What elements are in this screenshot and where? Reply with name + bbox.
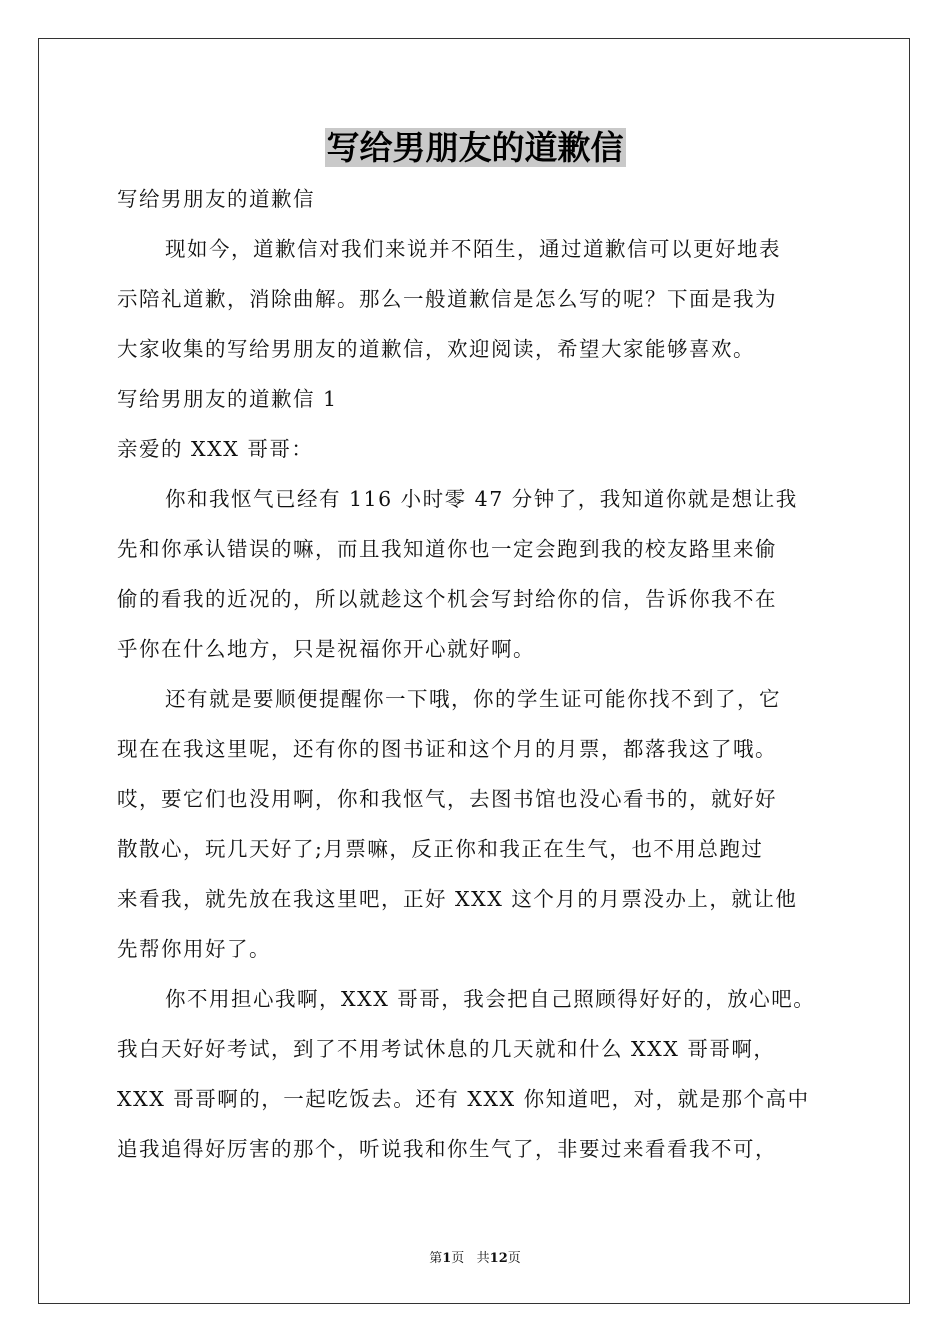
paragraph-line: 先和你承认错误的嘛，而且我知道你也一定会跑到我的校友路里来偷	[117, 537, 777, 561]
paragraph-line: 还有就是要顺便提醒你一下哦，你的学生证可能你找不到了，它	[165, 687, 781, 711]
footer-page-mid: 页 共	[451, 1251, 490, 1266]
footer-page-prefix: 第	[429, 1251, 443, 1266]
paragraph-line: 现如今，道歉信对我们来说并不陌生，通过道歉信可以更好地表	[165, 237, 781, 261]
paragraph-line: 你和我怄气已经有 116 小时零 47 分钟了，我知道你就是想让我	[165, 487, 798, 511]
salutation-line: 亲爱的 XXX 哥哥：	[117, 437, 314, 461]
paragraph-line: 现在在我这里呢，还有你的图书证和这个月的月票，都落我这了哦。	[117, 737, 777, 761]
paragraph-line: 追我追得好厉害的那个，听说我和你生气了，非要过来看看我不可，	[117, 1137, 777, 1161]
footer-page-total: 12	[489, 1251, 508, 1266]
paragraph-line: 先帮你用好了。	[117, 937, 271, 961]
footer-page-number: 1	[442, 1251, 452, 1266]
subtitle-line: 写给男朋友的道歉信	[117, 187, 315, 211]
paragraph-line: 来看我，就先放在我这里吧，正好 XXX 这个月的月票没办上，就让他	[117, 887, 798, 911]
footer-page-suffix: 页	[507, 1251, 521, 1266]
paragraph-line: 你不用担心我啊，XXX 哥哥，我会把自己照顾得好好的，放心吧。	[165, 987, 816, 1011]
paragraph-line: 我白天好好考试，到了不用考试休息的几天就和什么 XXX 哥哥啊，	[117, 1037, 776, 1061]
page-border	[38, 38, 910, 1304]
document-title: 写给男朋友的道歉信	[326, 128, 624, 167]
paragraph-line: XXX 哥哥啊的，一起吃饭去。还有 XXX 你知道吧，对，就是那个高中	[117, 1087, 810, 1111]
paragraph-line: 乎你在什么地方，只是祝福你开心就好啊。	[117, 637, 535, 661]
section-heading: 写给男朋友的道歉信 1	[117, 387, 338, 411]
paragraph-line: 大家收集的写给男朋友的道歉信，欢迎阅读，希望大家能够喜欢。	[117, 337, 755, 361]
paragraph-line: 偷的看我的近况的，所以就趁这个机会写封给你的信，告诉你我不在	[117, 587, 777, 611]
page-footer	[0, 1247, 950, 1266]
paragraph-line: 散散心，玩几天好了;月票嘛，反正你和我正在生气，也不用总跑过	[117, 837, 764, 861]
paragraph-line: 示陪礼道歉，消除曲解。那么一般道歉信是怎么写的呢？下面是我为	[117, 287, 777, 311]
paragraph-line: 哎，要它们也没用啊，你和我怄气，去图书馆也没心看书的，就好好	[117, 787, 777, 811]
